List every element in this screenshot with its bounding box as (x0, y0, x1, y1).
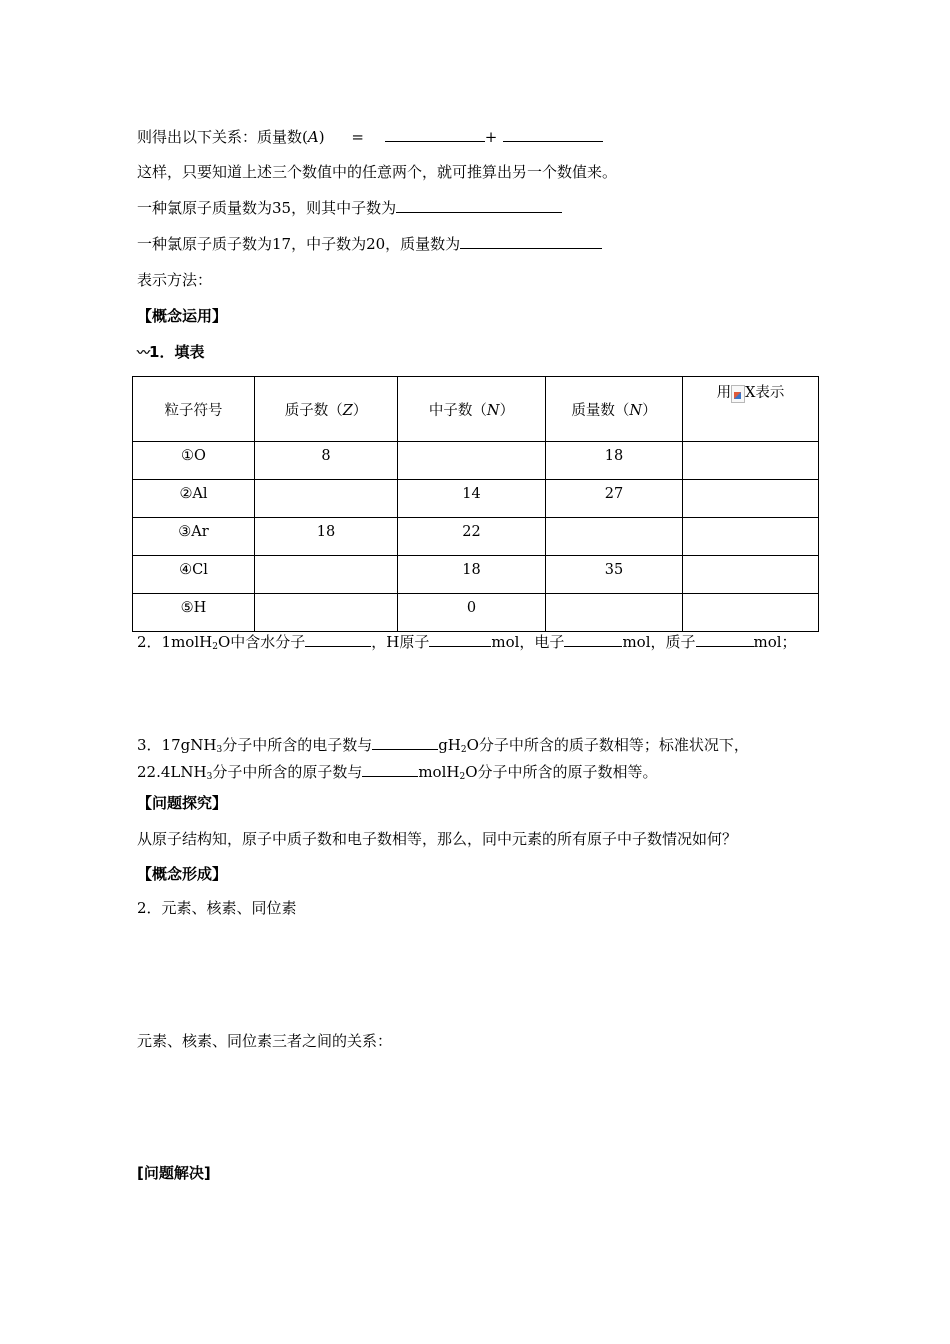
fill-table (132, 376, 819, 632)
explanation-text: 这样，只要知道上述三个数值中的任意两个，就可推算出另一个数值来。 (137, 163, 618, 181)
mass-number-relation: 则得出以下关系：质量数(A) = + (137, 127, 603, 147)
task3-question-line2: $22.4LNH_3$分子中所含的原子数与 molH$_2$O分子中所含的原子数相等。 (137, 763, 658, 782)
blank-protons[interactable] (696, 632, 754, 647)
chlorine-question-1: 一种氯原子质量数为35，则其中子数为 (137, 198, 562, 218)
task1-heading: 〰1．填表 (137, 343, 205, 361)
header-neutron-count: 中子数（N） (398, 377, 546, 442)
blank-neutron-count[interactable] (503, 127, 603, 142)
blank-neutron-answer[interactable] (396, 198, 562, 213)
concept-item-2: 2．元素、核素、同位素 (137, 899, 297, 917)
table-header-row (133, 377, 819, 442)
blank-mass-answer[interactable] (460, 234, 602, 249)
table-row: ⑤H 0 (133, 594, 819, 632)
section-concept-form: 【概念形成】 (137, 865, 228, 883)
header-mass-number: 质量数（N） (546, 377, 683, 442)
blank-electrons[interactable] (564, 632, 622, 647)
header-proton-count: 质子数（Z） (255, 377, 398, 442)
blank-water-molecules[interactable] (305, 632, 371, 647)
broken-image-icon (731, 385, 745, 403)
section-concept-use: 【概念运用】 (137, 307, 228, 325)
blank-h-atoms[interactable] (429, 632, 491, 647)
section-problem-explore: 【问题探究】 (137, 794, 228, 812)
task3-question-line1: 3．17gNH$_3$分子中所含的电子数与 $gH_2O$分子中所含的质子数相等；标准状况下， (137, 736, 749, 755)
header-notation: 用 X表示 (683, 377, 819, 442)
section-problem-solve: [问题解决] (137, 1164, 211, 1182)
table-row: ①O 8 18 (133, 442, 819, 480)
blank-proton-count[interactable] (385, 127, 485, 142)
table-row: ③Ar 18 22 (133, 518, 819, 556)
header-particle-symbol: 粒子符号 (133, 377, 255, 442)
notation-label: 表示方法： (137, 271, 213, 289)
table-row: ②Al 14 27 (133, 480, 819, 518)
blank-water-moles[interactable] (362, 762, 418, 777)
explore-question: 从原子结构知，原子中质子数和电子数相等，那么，同中元素的所有原子中子数情况如何？ (137, 830, 738, 848)
dragon-icon: 〰 (137, 346, 150, 361)
relation-question: 元素、核素、同位素三者之间的关系： (137, 1032, 393, 1050)
table-row: ④Cl 18 35 (133, 556, 819, 594)
task2-question: 2．1molH$_2$O中含水分子 ，H原子 mol，电子 mol，质子 mol； (137, 633, 797, 652)
chlorine-question-2: 一种氯原子质子数为17，中子数为20，质量数为 (137, 234, 602, 254)
blank-water-grams[interactable] (372, 735, 438, 750)
